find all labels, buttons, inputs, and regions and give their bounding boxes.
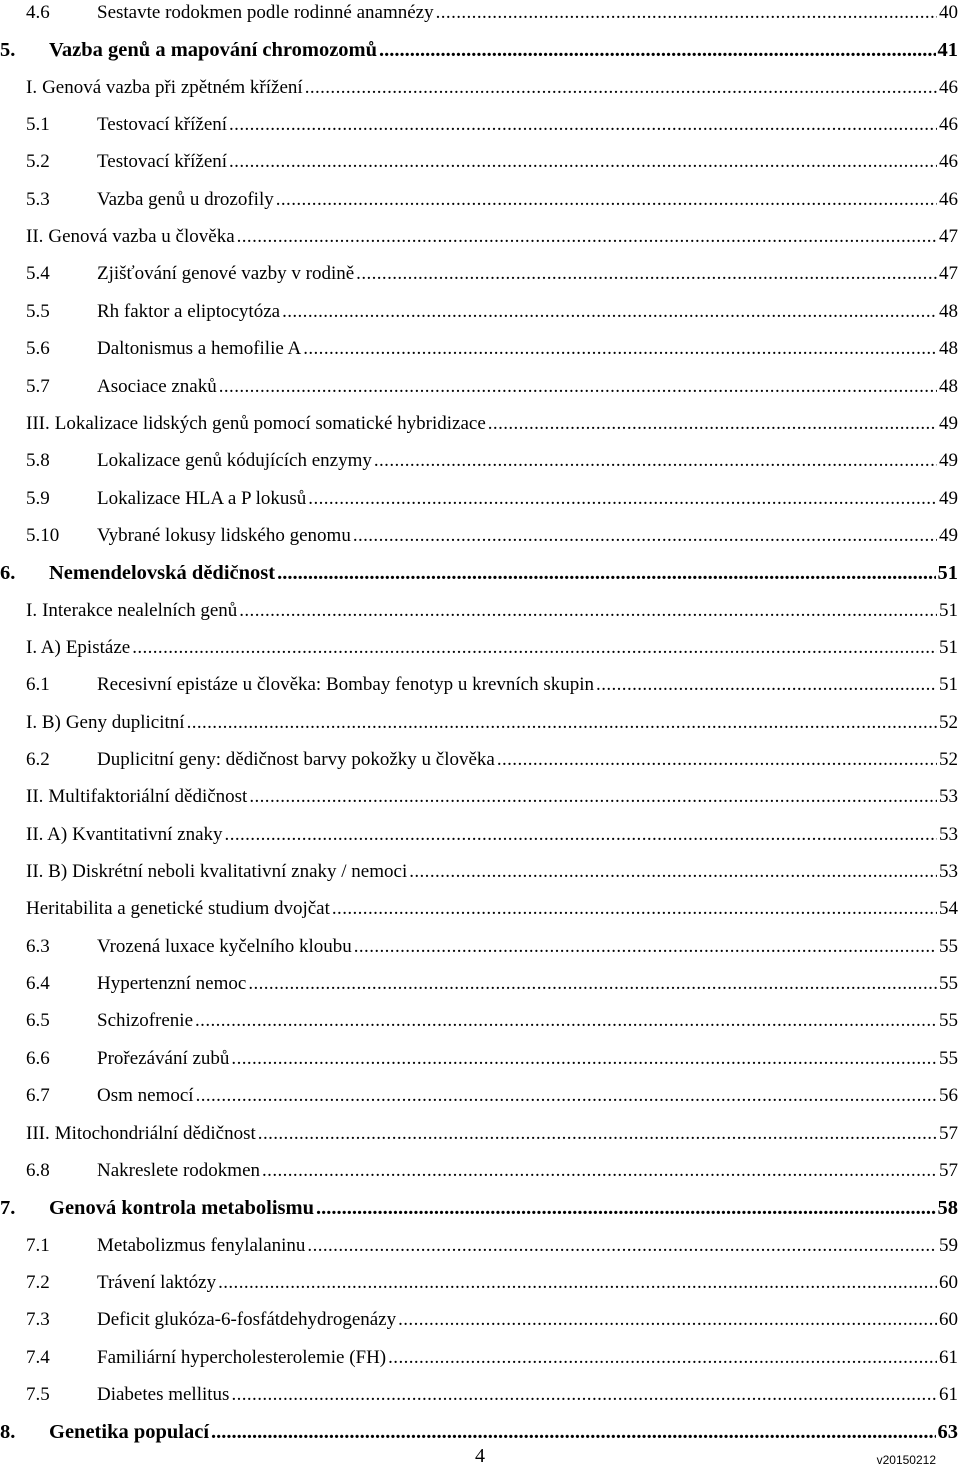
toc-entry-number: 7.4 xyxy=(26,1346,50,1368)
toc-entry[interactable] xyxy=(26,73,958,103)
toc-entry-page: 60 xyxy=(939,1309,958,1331)
toc-entry-title: Vazba genů a mapování chromozomů xyxy=(49,39,378,62)
toc-entry[interactable] xyxy=(26,782,958,812)
toc-entry-title: Schizofrenie xyxy=(97,1010,194,1032)
toc-entry[interactable] xyxy=(26,259,958,289)
toc-entry-page: 53 xyxy=(939,786,958,808)
toc-entry-title: Hypertenzní nemoc xyxy=(97,973,247,995)
toc-entry-title: Deficit glukóza-6-fosfátdehydrogenázy xyxy=(97,1309,397,1331)
toc-entry-title: Zjišťování genové vazby v rodině xyxy=(97,263,355,285)
toc-entry-page: 46 xyxy=(939,188,958,210)
toc-entry-title: Familiární hypercholesterolemie (FH) xyxy=(97,1346,387,1368)
toc-entry[interactable] xyxy=(26,446,958,476)
toc-entry-page: 54 xyxy=(939,898,958,920)
toc-entry-title: Diskrétní neboli kvalitativní znaky / nemoci xyxy=(72,861,408,883)
toc-entry[interactable] xyxy=(26,1119,958,1149)
toc-entry-page: 40 xyxy=(939,2,958,23)
toc-entry-page: 48 xyxy=(939,375,958,397)
dot-leader xyxy=(305,73,937,103)
dot-leader xyxy=(307,1231,937,1261)
toc-entry-number: 5.7 xyxy=(26,375,50,397)
toc-chapter-entry[interactable] xyxy=(0,558,958,588)
dot-leader xyxy=(231,1044,937,1074)
toc-entry-number: I. B) xyxy=(26,711,61,733)
toc-entry-page: 53 xyxy=(939,861,958,883)
dot-leader xyxy=(303,334,937,364)
toc-entry-page: 57 xyxy=(939,1159,958,1181)
toc-entry-number: I. A) xyxy=(26,636,61,658)
toc-entry-title: Heritabilita a genetické studium dvojčat xyxy=(26,898,330,920)
toc-entry[interactable] xyxy=(26,596,958,626)
toc-entry[interactable] xyxy=(26,372,958,402)
toc-entry-number: 6.7 xyxy=(26,1085,50,1107)
toc-entry-page: 47 xyxy=(939,263,958,285)
toc-entry-page: 49 xyxy=(939,450,958,472)
toc-entry-page: 59 xyxy=(939,1234,958,1256)
dot-leader xyxy=(237,222,937,252)
toc-entry-page: 48 xyxy=(939,338,958,360)
toc-entry-number: 7.1 xyxy=(26,1234,50,1256)
toc-entry-number: 6.2 xyxy=(26,749,50,770)
toc-entry-title: Osm nemocí xyxy=(97,1085,194,1107)
toc-entry-title: Interakce nealelních genů xyxy=(42,599,238,621)
toc-entry-title: Prořezávání zubů xyxy=(97,1047,230,1069)
toc-entry-title: Vazba genů u drozofily xyxy=(97,188,274,210)
dot-leader xyxy=(248,969,937,999)
dot-leader xyxy=(229,110,937,140)
toc-entry-page: 41 xyxy=(937,39,958,62)
toc-entry-page: 47 xyxy=(939,226,958,248)
dot-leader xyxy=(225,820,937,850)
toc-entry-number: 5.8 xyxy=(26,450,50,472)
toc-entry-number: 6.8 xyxy=(26,1159,50,1181)
toc-entry-title: Testovací křížení xyxy=(97,151,228,173)
toc-entry-page: 48 xyxy=(939,300,958,322)
dot-leader xyxy=(219,372,937,402)
toc-entry[interactable] xyxy=(26,633,958,663)
toc-entry-number: 5.10 xyxy=(26,524,60,546)
toc-entry[interactable] xyxy=(26,334,958,364)
toc-entry-number: II. xyxy=(26,226,44,248)
toc-entry-number: 5.4 xyxy=(26,263,50,285)
toc-entry-number: III. xyxy=(26,412,50,434)
toc-entry-title: Lokalizace HLA a P lokusů xyxy=(97,487,307,509)
toc-entry-number: I. xyxy=(26,599,38,621)
toc-entry-number: 5. xyxy=(0,39,16,62)
toc-entry-title: Sestavte rodokmen podle rodinné anamnézy xyxy=(97,2,434,23)
toc-entry-number: 6.5 xyxy=(26,1010,50,1032)
toc-entry[interactable] xyxy=(26,969,958,999)
toc-entry-page: 58 xyxy=(937,1197,958,1220)
toc-entry-number: 6.3 xyxy=(26,935,50,957)
toc-entry[interactable] xyxy=(26,0,958,28)
dot-leader xyxy=(229,147,937,177)
toc-entry-title: Metabolizmus fenylalaninu xyxy=(97,1234,306,1256)
toc-entry[interactable] xyxy=(26,1081,958,1111)
toc-entry-title: Diabetes mellitus xyxy=(97,1383,230,1405)
dot-leader xyxy=(218,1268,937,1298)
dot-leader xyxy=(332,894,937,924)
toc-chapter-entry[interactable] xyxy=(0,35,958,65)
toc-entry[interactable] xyxy=(26,1343,958,1373)
toc-entry-number: 4.6 xyxy=(26,2,50,23)
dot-leader xyxy=(187,708,937,738)
toc-entry-number: 6.1 xyxy=(26,674,50,696)
toc-entry-number: 6.6 xyxy=(26,1047,50,1069)
dot-leader xyxy=(353,521,937,551)
toc-entry-title: Asociace znaků xyxy=(97,375,217,397)
toc-entry-page: 55 xyxy=(939,973,958,995)
toc-entry-page: 51 xyxy=(939,599,958,621)
toc-entry-number: 6.4 xyxy=(26,973,50,995)
dot-leader xyxy=(276,185,937,215)
toc-entry-page: 55 xyxy=(939,1047,958,1069)
toc-entry[interactable] xyxy=(26,1006,958,1036)
toc-entry[interactable] xyxy=(26,185,958,215)
toc-entry-title: Recesivní epistáze u člověka: Bombay fenotyp u krevních skupin xyxy=(97,674,595,696)
toc-entry[interactable] xyxy=(26,745,958,775)
toc-entry-page: 52 xyxy=(939,711,958,733)
toc-entry-title: Genová vazba u člověka xyxy=(48,226,235,248)
toc-entry-number: 5.2 xyxy=(26,151,50,173)
toc-entry[interactable] xyxy=(26,110,958,140)
toc-entry[interactable] xyxy=(26,521,958,551)
toc-entry-page: 55 xyxy=(939,1010,958,1032)
dot-leader xyxy=(239,596,937,626)
dot-leader xyxy=(356,259,937,289)
toc-entry-title: Nemendelovská dědičnost xyxy=(49,562,276,585)
toc-entry[interactable] xyxy=(26,297,958,327)
toc-entry[interactable] xyxy=(26,409,958,439)
dot-leader xyxy=(488,409,937,439)
toc-entry[interactable] xyxy=(26,1305,958,1335)
toc-entry[interactable] xyxy=(26,1268,958,1298)
toc-entry-number: 8. xyxy=(0,1421,16,1444)
toc-entry-page: 60 xyxy=(939,1271,958,1293)
toc-entry-page: 51 xyxy=(939,674,958,696)
toc-entry[interactable] xyxy=(26,708,958,738)
toc-entry-number: 5.3 xyxy=(26,188,50,210)
dot-leader xyxy=(211,1417,935,1447)
toc-entry-number: 5.9 xyxy=(26,487,50,509)
toc-entry-title: Vybrané lokusy lidského genomu xyxy=(97,524,351,546)
toc-entry[interactable] xyxy=(26,894,958,924)
toc-entry-number: 5.1 xyxy=(26,114,50,136)
dot-leader xyxy=(196,1081,937,1111)
dot-leader xyxy=(132,633,937,663)
toc-entry-number: II. B) xyxy=(26,861,68,883)
toc-entry-page: 46 xyxy=(939,114,958,136)
toc-entry-page: 46 xyxy=(939,151,958,173)
toc-entry[interactable] xyxy=(26,1044,958,1074)
toc-entry-number: 5.5 xyxy=(26,300,50,322)
toc-entry-title: Genová kontrola metabolismu xyxy=(49,1197,314,1220)
dot-leader xyxy=(316,1193,936,1223)
toc-entry-title: Lokalizace lidských genů pomocí somatické hybridizace xyxy=(54,412,486,434)
page-number: 4 xyxy=(475,1445,485,1467)
toc-entry[interactable] xyxy=(26,820,958,850)
dot-leader xyxy=(277,558,935,588)
dot-leader xyxy=(497,745,937,775)
toc-entry-page: 53 xyxy=(939,823,958,845)
toc-entry-title: Geny duplicitní xyxy=(65,711,185,733)
toc-entry-title: Genetika populací xyxy=(49,1421,210,1444)
dot-leader xyxy=(354,932,937,962)
toc-entry-number: III. xyxy=(26,1122,50,1144)
toc-entry[interactable] xyxy=(26,222,958,252)
toc-entry-page: 51 xyxy=(937,562,958,585)
toc-entry-page: 63 xyxy=(937,1421,958,1444)
toc-entry-title: Lokalizace genů kódujících enzymy xyxy=(97,450,372,472)
version-label: v20150212 xyxy=(876,1453,936,1467)
toc-entry-page: 51 xyxy=(939,636,958,658)
toc-entry-number: 7.3 xyxy=(26,1309,50,1331)
dot-leader xyxy=(282,297,937,327)
dot-leader xyxy=(249,782,937,812)
toc-entry-page: 49 xyxy=(939,524,958,546)
toc-entry[interactable] xyxy=(26,670,958,700)
toc-entry-title: Rh faktor a eliptocytóza xyxy=(97,300,281,322)
dot-leader xyxy=(436,0,937,28)
toc-entry[interactable] xyxy=(26,932,958,962)
dot-leader xyxy=(374,446,937,476)
toc-chapter-entry[interactable] xyxy=(0,1193,958,1223)
toc-entry-page: 56 xyxy=(939,1085,958,1107)
toc-entry-number: 7.5 xyxy=(26,1383,50,1405)
toc-entry-title: Testovací křížení xyxy=(97,114,228,136)
toc-entry-page: 61 xyxy=(939,1383,958,1405)
toc-entry-number: II. xyxy=(26,786,44,808)
dot-leader xyxy=(388,1343,937,1373)
toc-entry-number: II. A) xyxy=(26,823,68,845)
toc-entry-title: Mitochondriální dědičnost xyxy=(54,1122,256,1144)
toc-entry[interactable] xyxy=(26,857,958,887)
toc-entry-title: Trávení laktózy xyxy=(97,1271,217,1293)
toc-entry-page: 46 xyxy=(939,76,958,98)
toc-entry-title: Kvantitativní znaky xyxy=(72,823,223,845)
toc-entry-title: Nakreslete rodokmen xyxy=(97,1159,261,1181)
dot-leader xyxy=(195,1006,937,1036)
dot-leader xyxy=(409,857,937,887)
toc-entry-page: 61 xyxy=(939,1346,958,1368)
dot-leader xyxy=(308,484,937,514)
dot-leader xyxy=(231,1380,937,1410)
toc-entry-number: 6. xyxy=(0,562,16,585)
toc-entry-title: Epistáze xyxy=(65,636,131,658)
toc-entry[interactable] xyxy=(26,484,958,514)
dot-leader xyxy=(398,1305,937,1335)
toc-entry-page: 52 xyxy=(939,749,958,770)
dot-leader xyxy=(379,35,935,65)
toc-entry-title: Duplicitní geny: dědičnost barvy pokožky u člověka xyxy=(97,749,495,770)
toc-entry-title: Genová vazba při zpětném křížení xyxy=(42,76,303,98)
toc-entry-title: Vrozená luxace kyčelního kloubu xyxy=(97,935,352,957)
toc-entry-number: 7. xyxy=(0,1197,16,1220)
dot-leader xyxy=(258,1119,937,1149)
toc-entry-number: 5.6 xyxy=(26,338,50,360)
toc-entry-page: 55 xyxy=(939,935,958,957)
dot-leader xyxy=(596,670,937,700)
toc-entry[interactable] xyxy=(26,1380,958,1410)
toc-entry[interactable] xyxy=(26,1231,958,1261)
toc-entry[interactable] xyxy=(26,1156,958,1186)
toc-entry-page: 49 xyxy=(939,412,958,434)
toc-entry-title: Daltonismus a hemofilie A xyxy=(97,338,302,360)
toc-entry-page: 57 xyxy=(939,1122,958,1144)
toc-entry-number: I. xyxy=(26,76,38,98)
toc-entry[interactable] xyxy=(26,147,958,177)
toc-entry-title: Multifaktoriální dědičnost xyxy=(48,786,248,808)
toc-entry-number: 7.2 xyxy=(26,1271,50,1293)
toc-entry-page: 49 xyxy=(939,487,958,509)
dot-leader xyxy=(262,1156,937,1186)
